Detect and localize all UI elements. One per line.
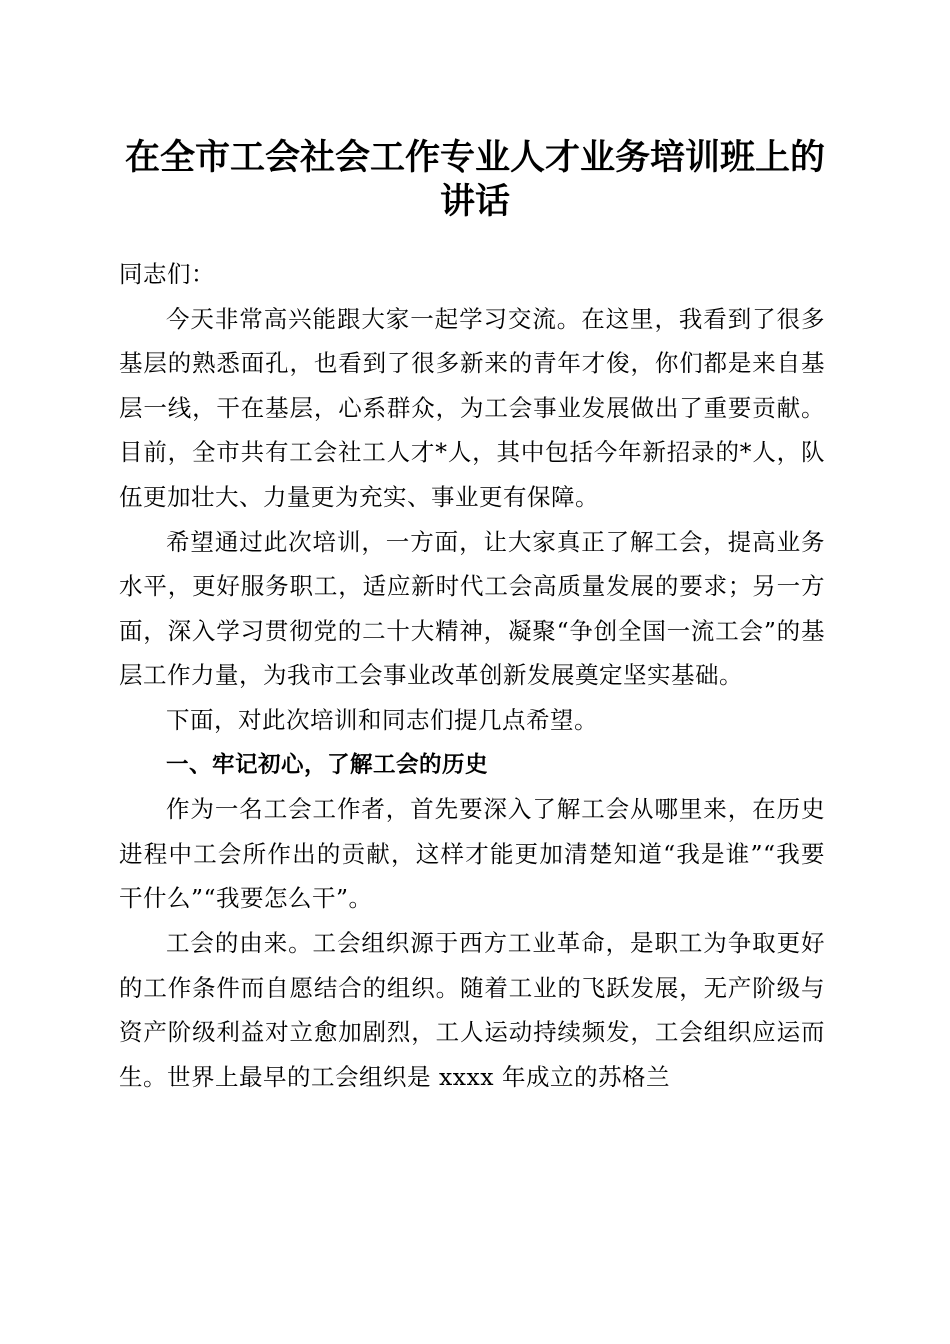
paragraph-origin: 工会的由来。工会组织源于西方工业革命，是职工为争取更好的工作条件而自愿结合的组织。随着工业的飞跃发展，无产阶级与资产阶级利益对立愈加剧烈，工人运动持续频发，工会组织应运而生。世界上最早的工会组织是 xxxx 年成立的苏格兰 — [119, 928, 825, 1091]
paragraph-intro: 今天非常高兴能跟大家一起学习交流。在这里，我看到了很多基层的熟悉面孔，也看到了很多新来的青年才俊，你们都是来自基层一线，干在基层，心系群众，为工会事业发展做出了重要贡献。目前，全市共有工会社工人才*人，其中包括今年新招录的*人，队伍更加壮大、力量更为充实、事业更有保障。 — [119, 304, 825, 511]
section-heading-1: 一、牢记初心，了解工会的历史 — [166, 751, 489, 778]
document-title — [100, 136, 850, 224]
paragraph-role: 作为一名工会工作者，首先要深入了解工会从哪里来，在历史进程中工会所作出的贡献，这样才能更加清楚知道“我是谁”“我要干什么”“我要怎么干”。 — [119, 795, 825, 913]
title-line-2: 讲话 — [439, 181, 510, 222]
title-line-1: 在全市工会社会工作专业人才业务培训班上的 — [124, 137, 825, 178]
paragraph-hope: 希望通过此次培训，一方面，让大家真正了解工会，提高业务水平，更好服务职工，适应新时代工会高质量发展的要求；另一方面，深入学习贯彻党的二十大精神，凝聚“争创全国一流工会”的基层工作力量，为我市工会事业改革创新发展奠定坚实基础。 — [119, 527, 825, 690]
salutation: 同志们： — [119, 260, 215, 288]
paragraph-transition: 下面，对此次培训和同志们提几点希望。 — [166, 705, 598, 734]
document-body — [119, 252, 825, 1099]
